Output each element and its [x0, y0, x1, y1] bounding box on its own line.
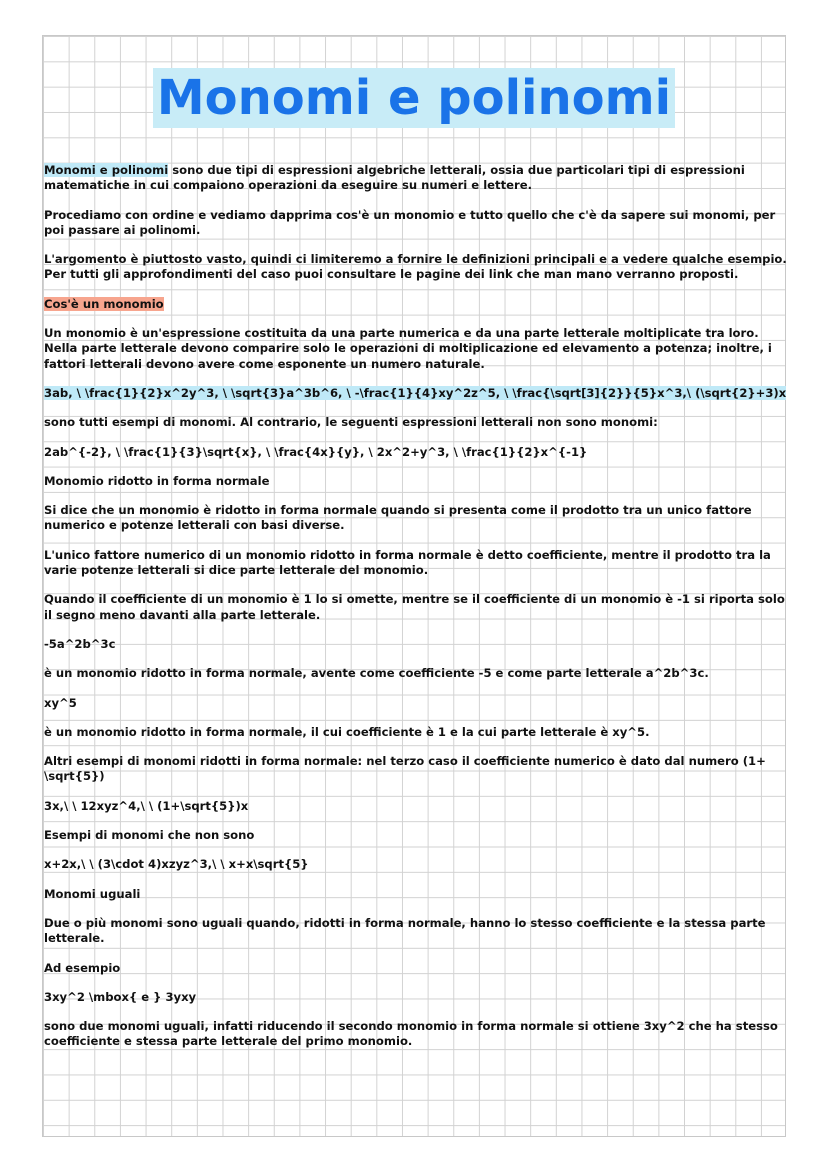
normal-form-paragraph: Si dice che un monomio è ridotto in forma normale quando si presenta come il prodotto tra un unico fattore numerico e potenze letterali con basi diverse. [44, 503, 752, 533]
page-title: Monomi e polinomi [153, 68, 675, 128]
vast-paragraph: L'argomento è piuttosto vasto, quindi ci limiteremo a fornire le definizioni principali e a vedere qualche esempio. Per tutti gli approfondimenti del caso puoi consultare le pagine dei link che man mano verranno proposti. [44, 252, 787, 282]
order-paragraph: Procediamo con ordine e vediamo dapprima cos'è un monomio e tutto quello che c'è da sapere sui monomi, per poi passare ai polinomi. [44, 207, 776, 237]
example-1: -5a^2b^3c [44, 636, 116, 651]
example-5: 3xy^2 \mbox{ e } 3yxy [44, 989, 197, 1004]
example-3: 3x,\ \ 12xyz^4,\ \ (1+\sqrt{5})x [44, 798, 249, 813]
monomial-examples-highlight: 3ab, \ \frac{1}{2}x^2y^3, \ \sqrt{3}a^3b^6, \ -\frac{1}{4}xy^2z^5, \ \frac{\sqrt[3]{2}}{5}x^3,\ (\sqrt{2}+3)x [44, 385, 787, 400]
definition-paragraph: Un monomio è un'espressione costituita da una parte numerica e da una parte letterale moltiplicate tra loro. Nella parte letterale devono comparire solo le operazioni di moltiplicazione ed elevamento a potenza; inoltre, i fattori letterali devono avere come esponente un numero naturale. [44, 326, 772, 371]
example-4: x+2x,\ \ (3\cdot 4)xzyz^3,\ \ x+x\sqrt{5} [44, 857, 309, 872]
non-monomial-examples: 2ab^{-2}, \ \frac{1}{3}\sqrt{x}, \ \frac{4x}{y}, \ 2x^2+y^3, \ \frac{1}{2}x^{-1} [44, 444, 588, 459]
heading-non-sono: Esempi di monomi che non sono [44, 828, 255, 843]
coefficient-paragraph: L'unico fattore numerico di un monomio ridotto in forma normale è detto coefficiente, mentre il prodotto tra la varie potenze letterali si dice parte letterale del monomio. [44, 547, 771, 578]
not-monomials-paragraph: sono tutti esempi di monomi. Al contrario, le seguenti espressioni letterali non sono monomi: [44, 415, 658, 430]
coefficient-one-paragraph: Quando il coefficiente di un monomio è 1 lo si omette, mentre se il coefficiente di un monomio è -1 si riporta solo il segno meno davanti alla parte letterale. [44, 592, 785, 622]
other-examples-paragraph: Altri esempi di monomi ridotti in forma normale: nel terzo caso il coefficiente numerico è dato dal numero (1+ \sqrt{5}) [44, 754, 766, 784]
example-2: xy^5 [44, 695, 77, 710]
title-container [0, 68, 828, 128]
heading-forma-normale: Monomio ridotto in forma normale [44, 473, 270, 488]
heading-monomi-uguali: Monomi uguali [44, 886, 141, 901]
intro-highlight: Monomi e polinomi [44, 163, 169, 177]
example-2-explanation: è un monomio ridotto in forma normale, il cui coefficiente è 1 e la cui parte letterale è xy^5. [44, 724, 650, 739]
monomial-examples [44, 386, 788, 401]
heading-monomio-highlight: Cos'è un monomio [44, 296, 164, 311]
intro-text: sono due tipi di espressioni algebriche letterali, ossia due particolari tipi di espressioni matematiche in cui compaiono operazioni da eseguire su numeri e lettere. [44, 163, 745, 193]
section-heading-monomio [44, 297, 788, 312]
final-paragraph: sono due monomi uguali, infatti riducendo il secondo monomio in forma normale si ottiene 3xy^2 che ha stesso coefficiente e stessa parte letterale del primo monomio. [44, 1019, 778, 1049]
heading-ad-esempio: Ad esempio [44, 960, 121, 975]
intro-paragraph [44, 163, 788, 194]
document-body [44, 163, 788, 1064]
example-1-explanation: è un monomio ridotto in forma normale, avente come coefficiente -5 e come parte letterale a^2b^3c. [44, 666, 709, 681]
equal-monomials-paragraph: Due o più monomi sono uguali quando, ridotti in forma normale, hanno lo stesso coefficiente e la stessa parte letterale. [44, 915, 766, 946]
